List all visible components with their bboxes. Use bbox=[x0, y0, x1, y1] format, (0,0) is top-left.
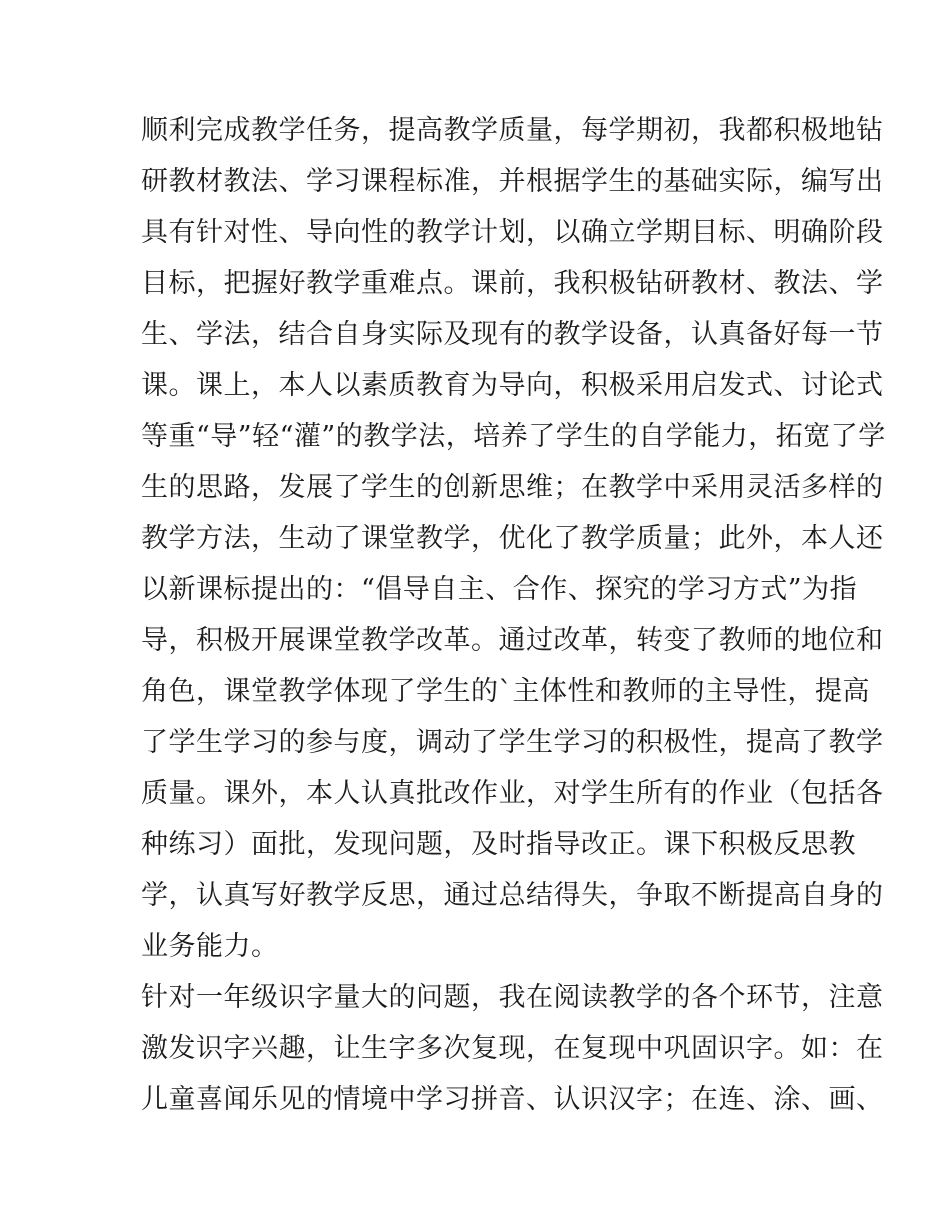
text-line: 教学方法，生动了课堂教学，优化了教学质量；此外，本人还 bbox=[141, 523, 884, 554]
text-line: 导，积极开展课堂教学改革。通过改革，转变了教师的地位和 bbox=[141, 625, 884, 656]
text-line: 激发识字兴趣，让生字多次复现，在复现中巩固识字。如：在 bbox=[141, 1033, 884, 1064]
text-line: 顺利完成教学任务，提高教学质量，每学期初，我都积极地钻 bbox=[141, 115, 884, 146]
text-line: 角色，课堂教学体现了学生的`主体性和教师的主导性，提高 bbox=[141, 676, 870, 707]
text-line: 学，认真写好教学反思，通过总结得失，争取不断提高自身的 bbox=[141, 880, 884, 911]
text-line: 等重“导”轻“灌”的教学法，培养了学生的自学能力，拓宽了学 bbox=[141, 421, 886, 452]
text-line: 生的思路，发展了学生的创新思维；在教学中采用灵活多样的 bbox=[141, 472, 884, 503]
text-line: 生、学法，结合自身实际及现有的教学设备，认真备好每一节 bbox=[141, 319, 884, 350]
text-line: 种练习）面批，发现问题，及时指导改正。课下积极反思教 bbox=[141, 829, 856, 860]
text-line: 针对一年级识字量大的问题，我在阅读教学的各个环节，注意 bbox=[141, 982, 884, 1013]
text-line: 了学生学习的参与度，调动了学生学习的积极性，提高了教学 bbox=[141, 727, 884, 758]
text-line: 质量。课外，本人认真批改作业，对学生所有的作业（包括各 bbox=[141, 778, 884, 809]
text-line: 目标，把握好教学重难点。课前，我积极钻研教材、教法、学 bbox=[141, 268, 884, 299]
text-line: 课。课上，本人以素质教育为导向，积极采用启发式、讨论式 bbox=[141, 370, 884, 401]
text-line: 以新课标提出的：“倡导自主、合作、探究的学习方式”为指 bbox=[141, 574, 858, 605]
text-line: 具有针对性、导向性的教学计划，以确立学期目标、明确阶段 bbox=[141, 217, 884, 248]
text-line: 儿童喜闻乐见的情境中学习拼音、认识汉字；在连、涂、画、 bbox=[141, 1084, 884, 1115]
document-body bbox=[141, 105, 886, 1125]
text-line: 业务能力。 bbox=[141, 931, 279, 962]
text-line: 研教材教法、学习课程标准，并根据学生的基础实际，编写出 bbox=[141, 166, 884, 197]
